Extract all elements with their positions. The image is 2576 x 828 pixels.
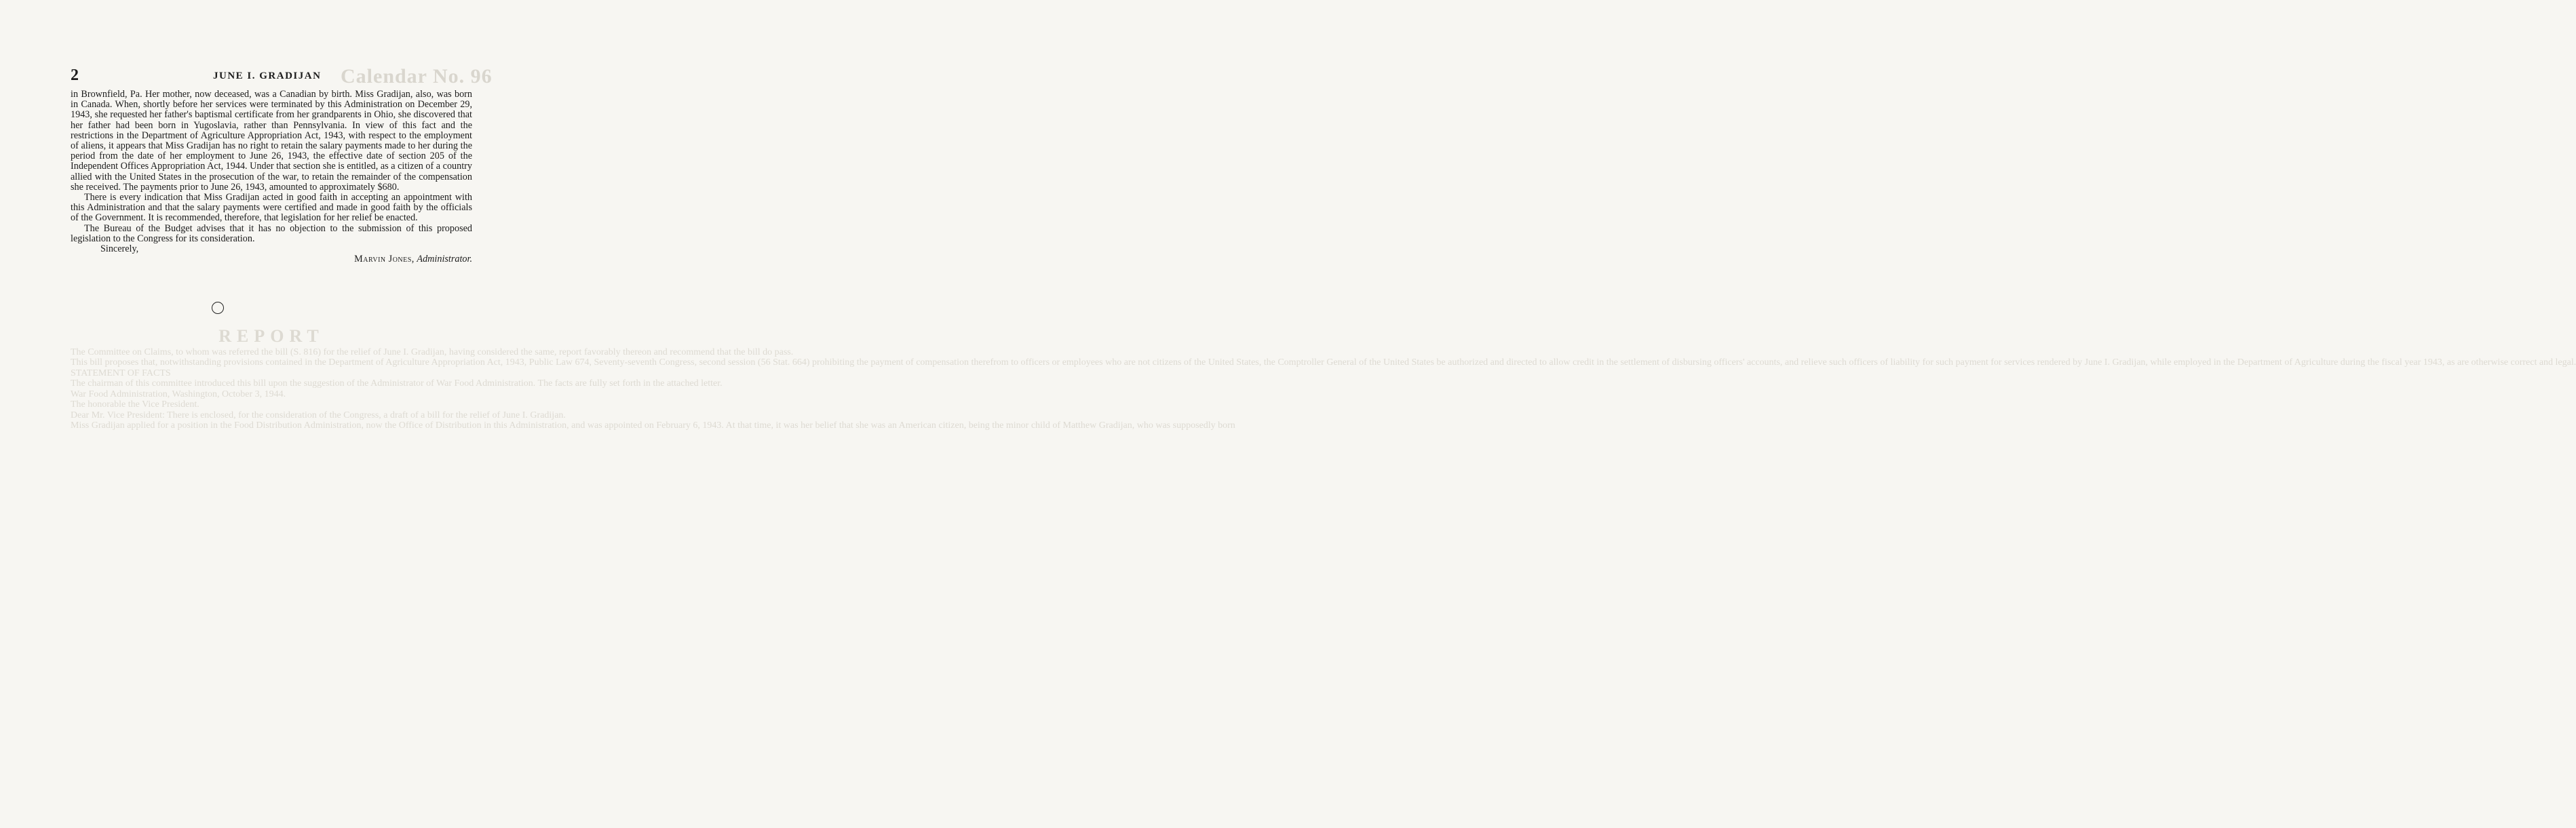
letter-closing: Sincerely,: [100, 243, 139, 255]
end-of-document-circle: [212, 302, 224, 314]
letter-body: [71, 90, 472, 264]
signature-block: [71, 254, 472, 264]
page-number: 2: [71, 66, 79, 84]
signature-title: Administrator.: [417, 254, 472, 265]
page-header: [71, 66, 472, 87]
bleed-through-text: REPORT The Committee on Claims, to whom was referred the bill (S. 816) for the relief of June I. Gradijan, having considered the same, report favorably thereon and recommend that the bill do pass. This bill proposes that, notwithstanding provisions contained in the Department of Agriculture Appropriation Act, 1943, Public Law 674, Seventy-seventh Congress, second session (56 Stat. 664) prohibiting the payment of compensation therefrom to officers or employees who are not citizens of the United States, the Comptroller General of the United States be authorized and directed to allow credit in the settlement of disbursing officers' accounts, and relieve such officers of liability for such payment for services rendered by June I. Gradijan, while employed in the Department of Agriculture during the fiscal year 1943, as are otherwise correct and legal. STATEMENT OF FACTS The chairman of this committee introduced this bill upon the suggestion of the Administrator of War Food Administration. The facts are fully set forth in the attached letter. War Food Administration, Washington, October 3, 1944. The honorable the Vice President. Dear Mr. Vice President: There is enclosed, for the consideration of the Congress, a draft of a bill for the relief of June I. Gradijan. Miss Gradijan applied for a position in the Food Distribution Administration, now the Office of Distribution in this Administration, and was appointed on February 6, 1943. At that time, it was her belief that she was an American citizen, being the minor child of Matthew Gradijan, who was supposedly born: [71, 326, 2576, 431]
letter-paragraph: in Brownfield, Pa. Her mother, now deceased, was a Canadian by birth. Miss Gradijan, also, was born in Canada. When, shortly before her services were terminated by this Administration on December 29, 1943, she requested her father's baptismal certificate from her grandparents in Ohio, she discovered that her father had been born in Yugoslavia, rather than Pennsylvania. In view of this fact and the restrictions in the Department of Agriculture Appropriation Act, 1943, with respect to the employment of aliens, it appears that Miss Gradijan has no right to retain the salary payments made to her during the period from the date of her employment to June 26, 1943, the effective date of section 205 of the Independent Offices Appropriation Act, 1944. Under that section she is entitled, as a citizen of a country allied with the United States in the prosecution of the war, to retain the remainder of the compensation she received. The payments prior to June 26, 1943, amounted to approximately $680.: [71, 89, 472, 193]
bleed-through-calendar-stamp: Calendar No. 96: [341, 65, 493, 87]
letter-paragraph: The Bureau of the Budget advises that it has no objection to the submission of this proposed legislation to the Congress for its consideration.: [71, 222, 472, 244]
running-title: JUNE I. GRADIJAN: [213, 71, 322, 81]
letter-paragraph: There is every indication that Miss Gradijan acted in good faith in accepting an appointment with this Administration and that the salary payments were certified and made in good faith by the officials of the Government. It is recommended, therefore, that legislation for her relief be enacted.: [71, 192, 472, 224]
signature-name: Marvin Jones,: [354, 254, 415, 265]
